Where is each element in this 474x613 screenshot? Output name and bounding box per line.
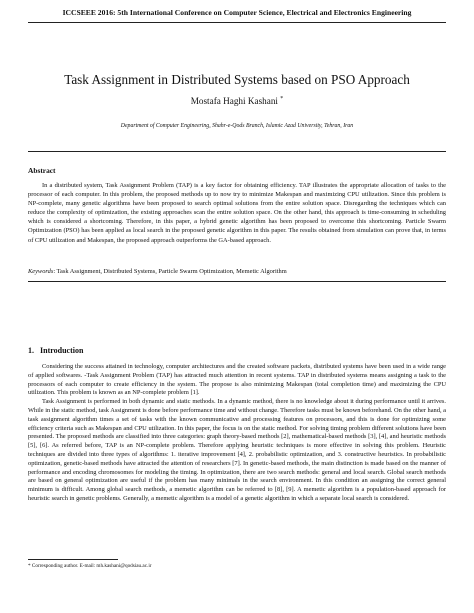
keywords-line xyxy=(28,268,446,275)
author-line xyxy=(0,96,474,106)
affiliation: Department of Computer Engineering, Shahr-e-Qods Branch, Islamic Azad University, Tehran, Iran xyxy=(120,123,354,129)
keywords-rule xyxy=(28,281,446,282)
author-name: Mostafa Haghi Kashani xyxy=(190,96,278,107)
keywords-label: Keywords xyxy=(28,268,54,275)
paper-title: Task Assignment in Distributed Systems based on PSO Approach xyxy=(64,72,410,87)
abstract-text: In a distributed system, Task Assignment Problem (TAP) is a key factor for obtaining efficiency. TAP illustrates the appropriate allocation of tasks to the processor of each computer. In this problem, the proposed methods up to now try to minimize Makespan and maximizing CPU utilization. Since this problem is NP-complete, many genetic algorithms have been proposed to search optimal solutions from the entire solution space. Disregarding the techniques which can reduce the complexity of optimization, the existing approaches scan the entire solution space. On the other hand, this approach is time-consuming in scheduling which is considered a shortcoming. Therefore, in this paper, a hybrid genetic algorithm has been proposed to overcome this shortcoming. Particle Swarm Optimization (PSO) has been applied as local search in the proposed genetic algorithm in this paper. The results obtained from simulation can prove that, in terms of CPU utilization and Makespan, the proposed approach outperforms the GA-based approach. xyxy=(28,182,446,244)
author-mark: * xyxy=(280,96,284,102)
section-heading xyxy=(28,346,89,355)
footnote: * Corresponding author. E-mail: mh.kashani@qodsiau.ac.ir xyxy=(28,563,152,569)
abstract-heading: Abstract xyxy=(28,166,56,175)
footnote-rule xyxy=(28,559,118,560)
intro-paragraph-1: Considering the success attained in technology, computer architectures and the created software packets, distributed systems have been used in a wide range of applied softwares. -Task Assignment Problem (TAP) has attracted much attention in recent systems. TAP in distributed systems means assigning a task to the processors of each computer to create efficiency in the system. The propose is also minimizing Makespan (total completion time) and maximizing the CPU utilization. This problem is known as an NP-complete problem [1]. xyxy=(28,363,446,397)
section-body xyxy=(28,363,446,504)
section-number: 1. xyxy=(28,346,34,355)
intro-paragraph-2: Task Assignment is performed in both dynamic and static methods. In a dynamic method, there is no knowledge about it during performance until it arrives. While in the static method, task Assignment is done before performance time and without change. Therefore tasks must be known beforehand. On the other hand, a task assignment algorithm times a set of tasks with the known communicative and processing features on processors, and this is done for optimizing some efficiency criteria such as Makespan and CPU utilization. In this paper, the focus is on the static method. For solving timing problem different solutions have been presented. The proposed methods are classified into three categories: graph theory-based methods [2], mathematical-based methods [3], [4], and heuristic methods [5], [6]. As referred before, TAP is an NP-complete problem. Therefore applying heuristic techniques is more effective in solving this problem. Heuristic techniques are divided into three types of algorithms: 1. iterative improvement [4], 2. probabilistic optimization, and 3. constructive heuristics. In probabilistic optimization, genetic-based methods have attracted the attention of researchers [7]. In genetic-based methods, the main distinction is made based on the manner of performance and encoding chromosomes for modeling the timing. In optimization, there are two search methods: general and local search. Global search methods are based on general optimization are useful if the problem has many minimals in the search environment. In this condition an assigning the correct general minimum is difficult. Among global search methods, a memetic algorithm can be referred to [8], [9]. A memetic algorithm is a population-based approach for heuristic search in genetic problems. Generally, a memetic algorithm is a model of a genetic algorithm in which a separate local search is considered. xyxy=(28,398,446,502)
section-title: Introduction xyxy=(40,346,84,355)
keywords-text: : Task Assignment, Distributed Systems, Particle Swarm Optimization, Memetic Algorithm xyxy=(53,268,287,275)
abstract-top-rule xyxy=(28,151,446,152)
conference-header: ICCSEEE 2016: 5th International Conference on Computer Science, Electrical and Electronics Engineering xyxy=(62,8,412,17)
header-rule xyxy=(28,22,446,23)
